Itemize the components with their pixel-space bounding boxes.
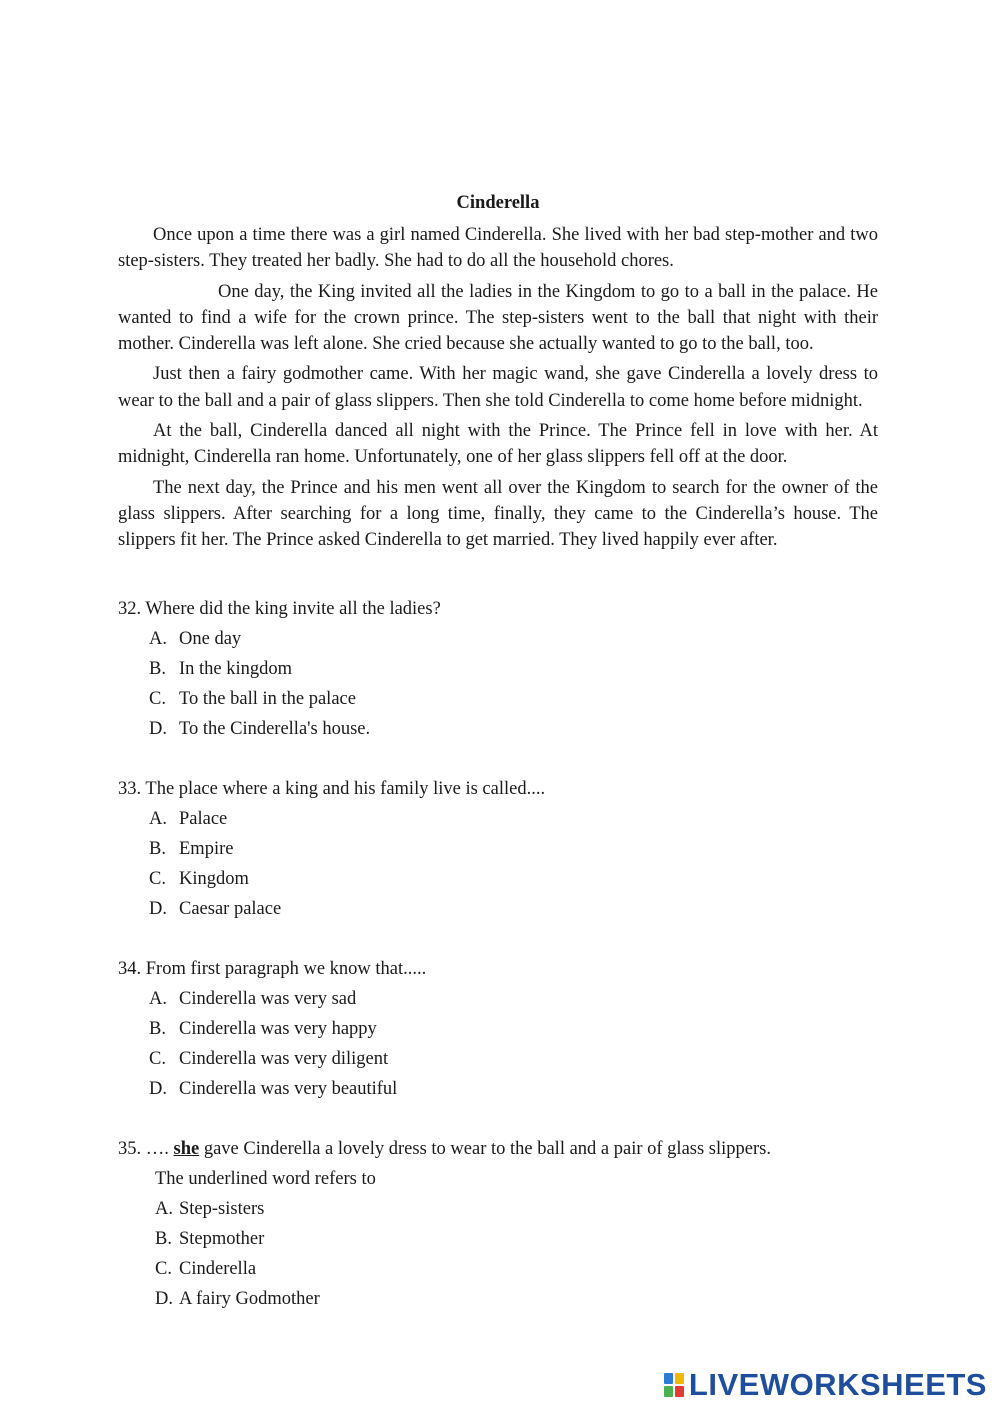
option-c[interactable]: C. Kingdom bbox=[118, 864, 878, 894]
option-a[interactable]: A. One day bbox=[118, 624, 878, 654]
option-text: Cinderella was very diligent bbox=[179, 1048, 389, 1069]
question-list bbox=[118, 594, 878, 1314]
question-34 bbox=[118, 954, 878, 1104]
option-d[interactable]: D. To the Cinderella's house. bbox=[118, 714, 878, 744]
option-text: Cinderella bbox=[179, 1258, 257, 1279]
option-text: Caesar palace bbox=[179, 898, 282, 919]
underlined-word: she bbox=[173, 1138, 200, 1159]
story-title: Cinderella bbox=[456, 193, 540, 213]
question-32 bbox=[118, 594, 878, 744]
watermark-text: LIVEWORKSHEETS bbox=[688, 1367, 987, 1402]
option-text: One day bbox=[179, 628, 242, 649]
story-paragraph: The next day, the Prince and his men went all over the Kingdom to search for the owner of the glass slippers. After searching for a long time, finally, they came to the Cinderella’s house. The slippers fit her. The Prince asked Cinderella to get married. They lived happily ever after. bbox=[118, 477, 878, 551]
question-text: 34. From first paragraph we know that..... bbox=[118, 958, 427, 979]
question-33 bbox=[118, 774, 878, 924]
option-c[interactable]: C. Cinderella bbox=[118, 1254, 878, 1284]
question-text: 33. The place where a king and his family live is called.... bbox=[118, 778, 546, 799]
worksheet bbox=[118, 190, 878, 1344]
liveworksheets-logo-icon bbox=[663, 1372, 685, 1398]
option-text: Stepmother bbox=[179, 1228, 265, 1249]
option-text: Kingdom bbox=[179, 868, 249, 889]
option-text: To the Cinderella's house. bbox=[179, 718, 371, 739]
option-d[interactable]: D. Cinderella was very beautiful bbox=[118, 1074, 878, 1104]
question-text: 32. Where did the king invite all the ladies? bbox=[118, 598, 441, 619]
story-paragraph: At the ball, Cinderella danced all night with the Prince. The Prince fell in love with her. At midnight, Cinderella ran home. Unfortunately, one of her glass slippers fell off at the door. bbox=[118, 421, 878, 468]
option-text: In the kingdom bbox=[179, 658, 293, 679]
option-b[interactable]: B. Stepmother bbox=[118, 1224, 878, 1254]
question-35 bbox=[118, 1134, 878, 1314]
option-d[interactable]: D. Caesar palace bbox=[118, 894, 878, 924]
option-c[interactable]: C. To the ball in the palace bbox=[118, 684, 878, 714]
liveworksheets-watermark bbox=[663, 1367, 987, 1403]
option-a[interactable]: A. Palace bbox=[118, 804, 878, 834]
option-text: To the ball in the palace bbox=[179, 688, 356, 709]
story-paragraph: Just then a fairy godmother came. With her magic wand, she gave Cinderella a lovely dress to wear to the ball and a pair of glass slippers. Then she told Cinderella to come home before midnight. bbox=[118, 364, 878, 411]
option-a[interactable]: A. Cinderella was very sad bbox=[118, 984, 878, 1014]
story-text bbox=[118, 222, 878, 554]
option-b[interactable]: B. Cinderella was very happy bbox=[118, 1014, 878, 1044]
option-b[interactable]: B. In the kingdom bbox=[118, 654, 878, 684]
question-subtext: The underlined word refers to bbox=[155, 1168, 376, 1189]
option-text: Step-sisters bbox=[179, 1198, 265, 1219]
question-text: 35. …. she gave Cinderella a lovely dress to wear to the ball and a pair of glass slippers. bbox=[118, 1138, 771, 1159]
option-c[interactable]: C. Cinderella was very diligent bbox=[118, 1044, 878, 1074]
option-text: Cinderella was very happy bbox=[179, 1018, 377, 1039]
option-text: Empire bbox=[179, 838, 234, 859]
story-paragraph: One day, the King invited all the ladies in the Kingdom to go to a ball in the palace. He wanted to find a wife for the crown prince. The step-sisters went to the ball that night with their mother. Cinderella was left alone. She cried because she actually wanted to go to the ball, too. bbox=[118, 281, 878, 355]
story-paragraph: Once upon a time there was a girl named Cinderella. She lived with her bad step-mother and two step-sisters. They treated her badly. She had to do all the household chores. bbox=[118, 225, 878, 272]
option-text: Palace bbox=[179, 808, 228, 829]
option-d[interactable]: D. A fairy Godmother bbox=[118, 1284, 878, 1314]
option-text: A fairy Godmother bbox=[179, 1288, 320, 1309]
option-a[interactable]: A. Step-sisters bbox=[118, 1194, 878, 1224]
option-b[interactable]: B. Empire bbox=[118, 834, 878, 864]
option-text: Cinderella was very sad bbox=[179, 988, 357, 1009]
option-text: Cinderella was very beautiful bbox=[179, 1078, 398, 1099]
